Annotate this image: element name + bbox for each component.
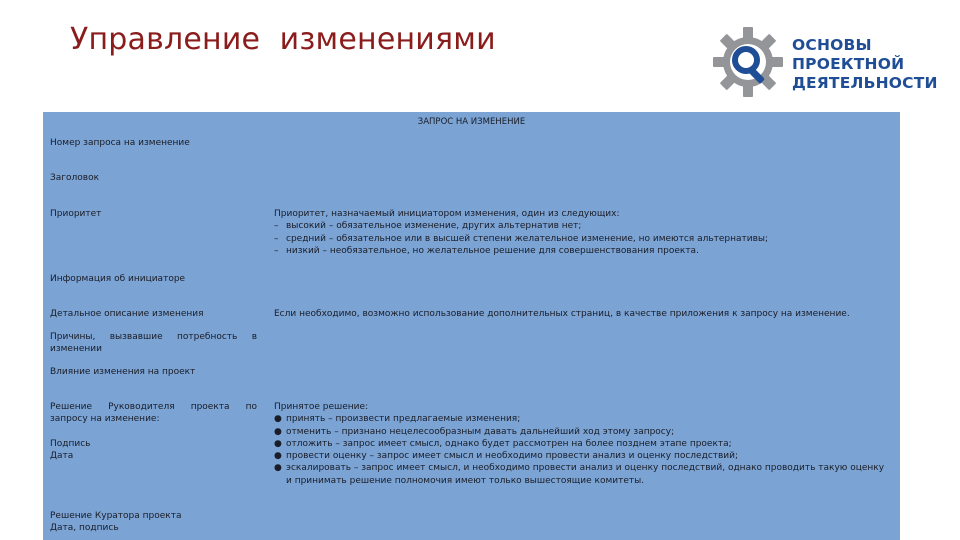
logo-line-3: ДЕЯТЕЛЬНОСТИ (792, 74, 938, 92)
detail-label: Детальное описание изменения (50, 309, 204, 319)
change-request-form (43, 112, 900, 540)
form-header: ЗАПРОС НА ИЗМЕНЕНИЕ (417, 117, 526, 127)
date-label: Дата (50, 450, 74, 461)
decision-intro: Принятое решение: (274, 402, 369, 412)
decision-list (274, 413, 886, 487)
logo-line-1: ОСНОВЫ (792, 36, 872, 54)
priority-item-low: – низкий – необязательное, но желательное решение для совершенствования проекта. (274, 245, 699, 256)
initiator-label: Информация об инициаторе (50, 274, 186, 284)
decision-item-escalate: ● эскалировать – запрос имеет смысл, и необходимо провести анализ и оценку последствий, однако проводить такую оценку и принимать решение полномочия имеют только вышестоящие комитеты. (274, 463, 885, 486)
priority-list (274, 220, 894, 257)
gear-magnifier-icon (712, 26, 784, 98)
priority-label: Приоритет (50, 209, 102, 219)
heading-label: Заголовок (50, 173, 100, 183)
reasons-label: Причины, вызвавшие потребность в изменении (50, 332, 257, 355)
decision-item-postpone: ● отложить – запрос имеет смысл, однако будет рассмотрен на более позднем этапе проекта; (274, 438, 732, 449)
decision-item-cancel: ● отменить – признано нецелесообразным давать дальнейший ход этому запросу; (274, 426, 675, 437)
request-number-label: Номер запроса на изменение (50, 138, 190, 148)
logo-text (792, 36, 938, 93)
decision-item-accept: ● принять – произвести предлагаемые изменения; (274, 414, 521, 425)
priority-intro: Приоритет, назначаемый инициатором изменения, один из следующих: (274, 209, 620, 219)
page-title: Управление изменениями (70, 22, 496, 57)
priority-item-high: – высокий – обязательное изменение, других альтернатив нет; (274, 221, 582, 232)
decision-item-assess: ● провести оценку – запрос имеет смысл и необходимо провести анализ и оценку последствий; (274, 451, 739, 462)
priority-item-medium: – средний – обязательное или в высшей степени желательное изменение, но имеются альтернативы; (274, 233, 769, 244)
detail-value: Если необходимо, возможно использование дополнительных страниц, в качестве приложения к запросу на изменение. (274, 309, 850, 319)
signature-label: Подпись (50, 438, 91, 449)
logo-line-2: ПРОЕКТНОЙ (792, 55, 905, 73)
curator-decision-label: Решение Куратора проекта Дата, подпись (50, 511, 182, 534)
priority-value (274, 208, 894, 257)
manager-decision-label: Решение Руководителя проекта по запросу на изменение: Подпись Дата (50, 402, 257, 461)
decision-value (274, 401, 886, 487)
logo (712, 26, 938, 102)
impact-label: Влияние изменения на проект (50, 367, 196, 377)
